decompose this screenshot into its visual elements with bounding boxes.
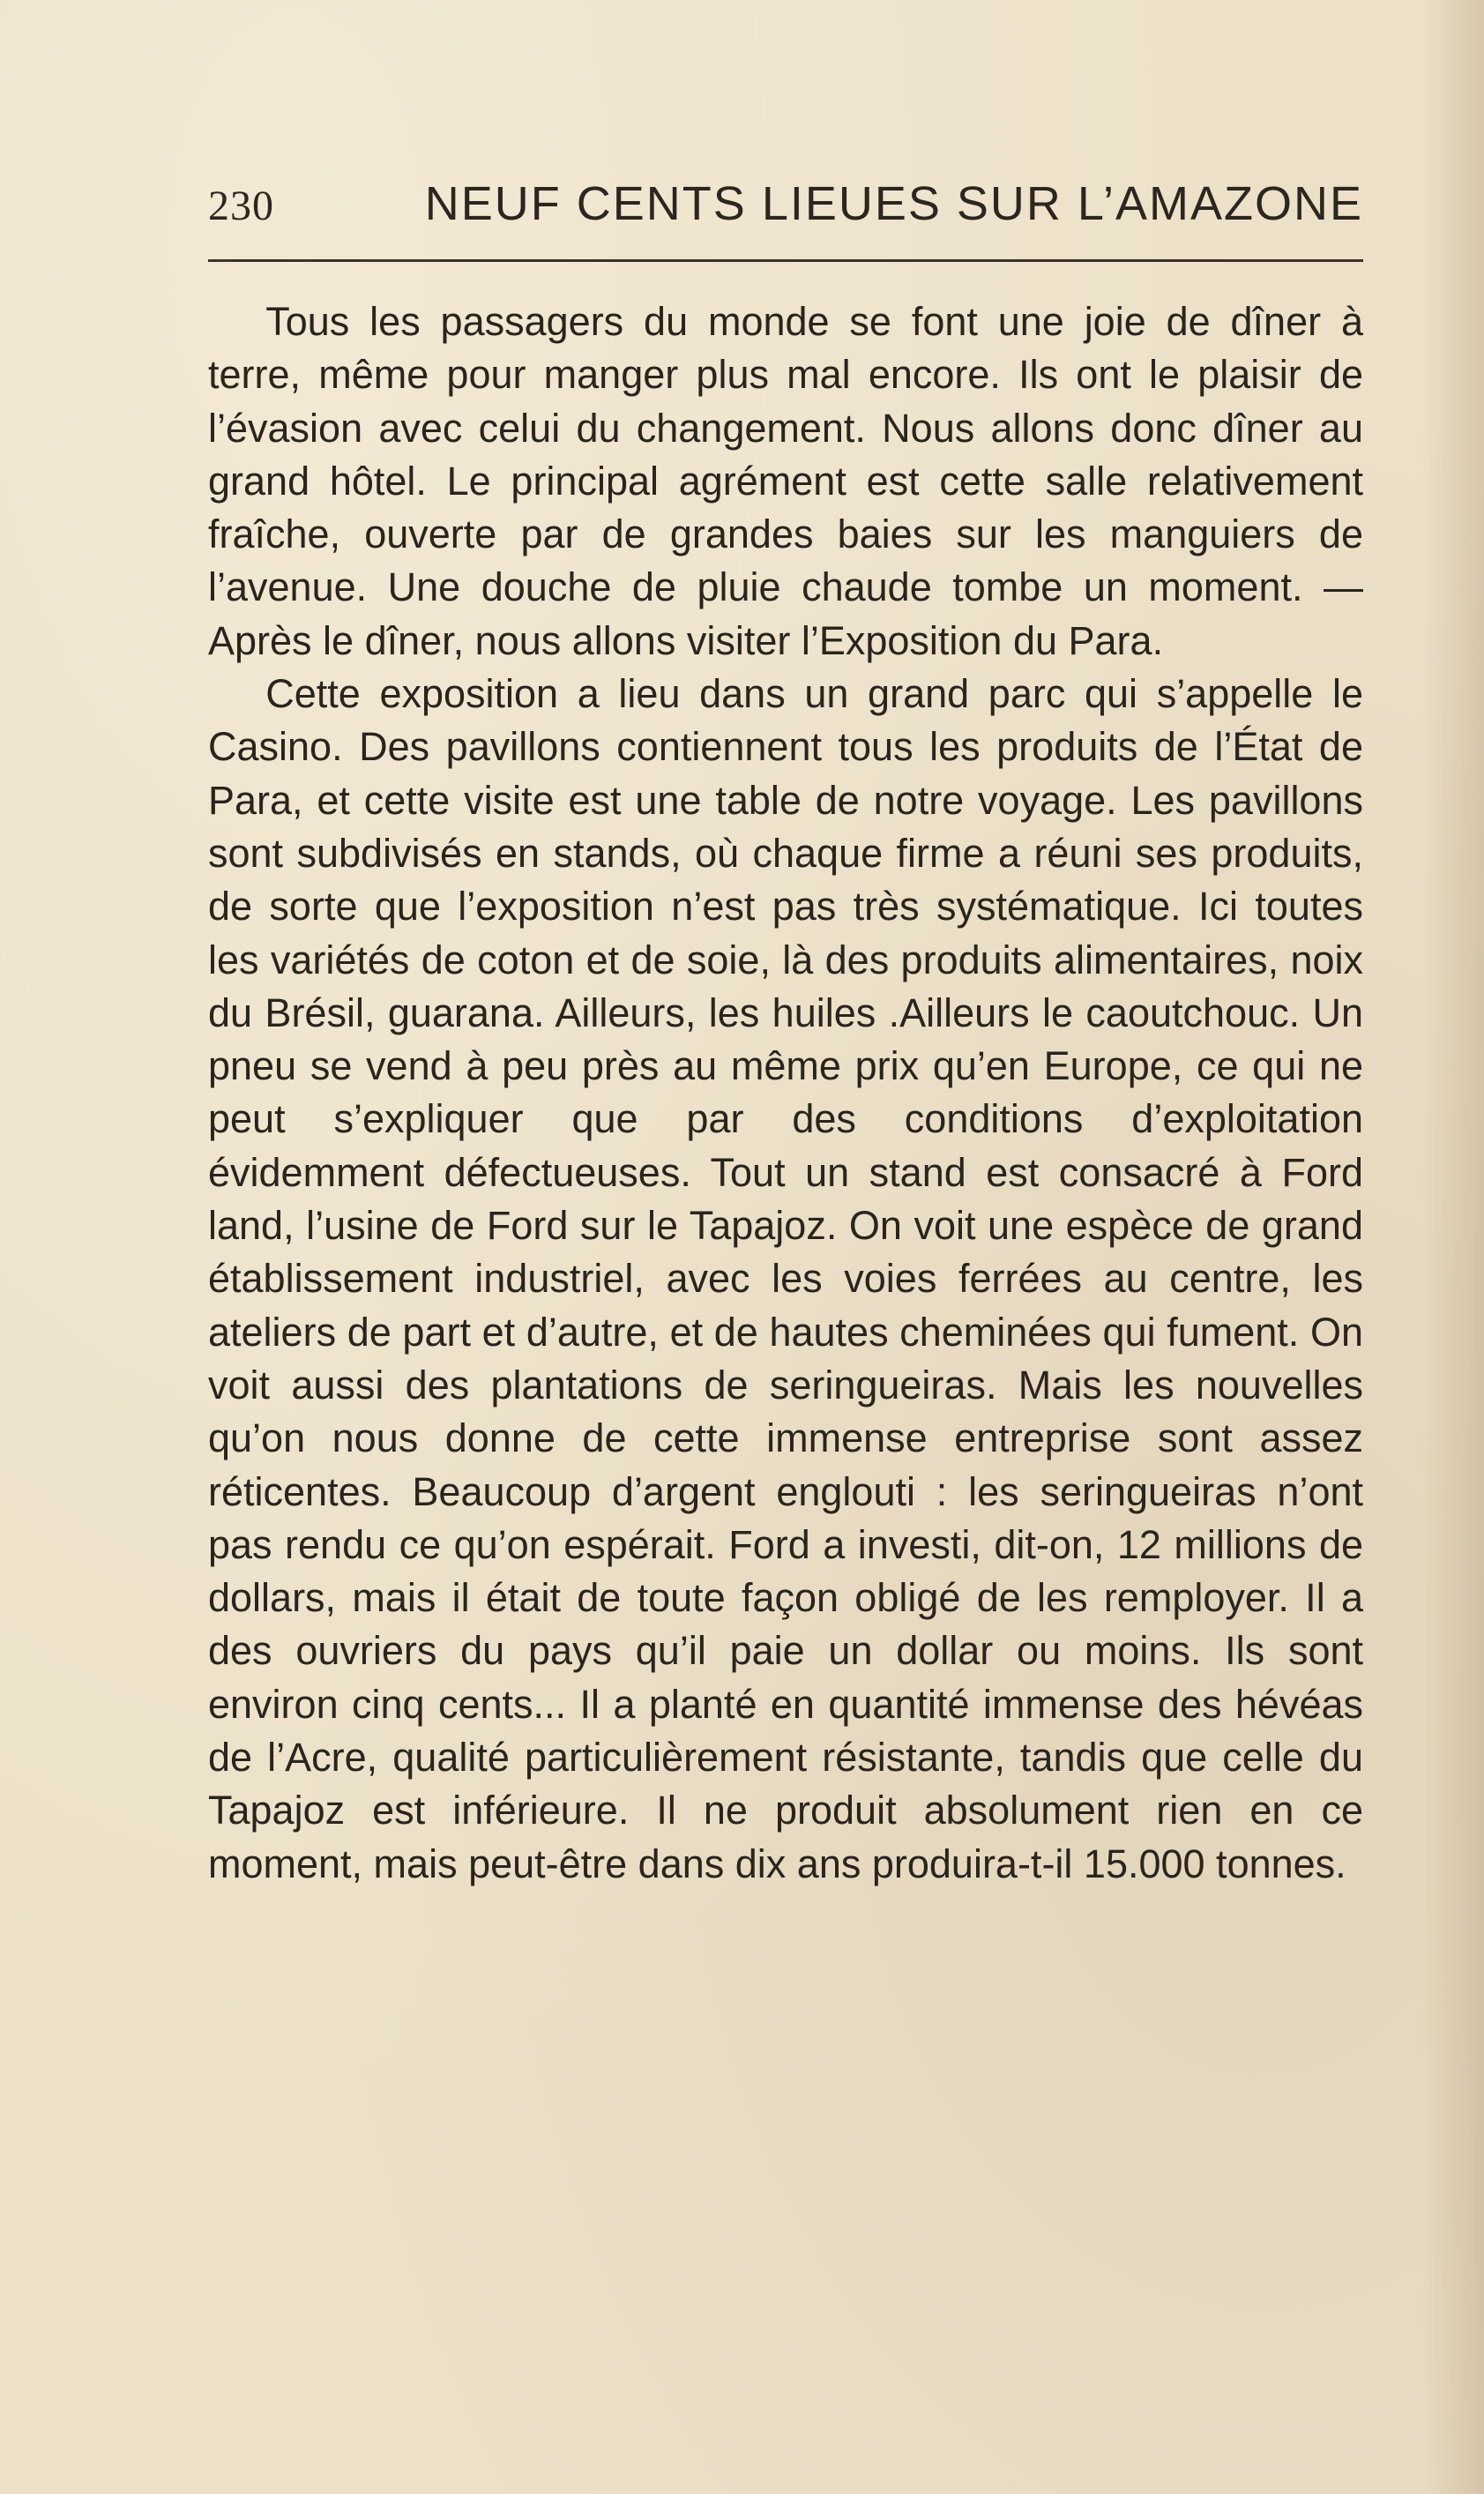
page-number: 230 (208, 183, 274, 229)
running-title: NEUF CENTS LIEUES SUR L’AMAZONE (424, 177, 1363, 230)
book-page (208, 176, 1363, 1891)
body-text (208, 295, 1363, 1891)
paragraph-2: Cette exposition a lieu dans un grand parc qui s’appelle le Casino. Des pavillons contiennent tous les produits de l’État de Para, et cette visite est une table de notre voyage. Les pavillons sont subdivisés en stands, où chaque firme a réuni ses produits, de sorte que l’exposition n’est pas très systématique. Ici toutes les variétés de coton et de soie, là des produits alimentaires, noix du Brésil, guarana. Ailleurs, les huiles .Ailleurs le caoutchouc. Un pneu se vend à peu près au même prix qu’en Europe, ce qui ne peut s’expliquer que par des conditions d’exploitation évidemment défectueuses. Tout un stand est consacré à Ford land, l’usine de Ford sur le Tapajoz. On voit une espèce de grand établissement industriel, avec les voies ferrées au centre, les ateliers de part et d’autre, et de hautes cheminées qui fument. On voit aussi des plantations de seringueiras. Mais les nouvelles qu’on nous donne de cette immense entreprise sont assez réticentes. Beaucoup d’argent englouti : les seringueiras n’ont pas rendu ce qu’on espérait. Ford a investi, dit-on, 12 millions de dollars, mais il était de toute façon obligé de les remployer. Il a des ouvriers du pays qu’il paie un dollar ou moins. Ils sont environ cinq cents... Il a planté en quantité immense des hévéas de l’Acre, qualité particulièrement résistante, tandis que celle du Tapajoz est inférieure. Il ne produit absolument rien en ce moment, mais peut-être dans dix ans produira-t-il 15.000 tonnes. (208, 671, 1363, 1886)
paragraph-1: Tous les passagers du monde se font une joie de dîner à terre, même pour manger plus mal encore. Ils ont le plaisir de l’évasion avec celui du changement. Nous allons donc dîner au grand hôtel. Le principal agrément est cette salle relativement fraîche, ouverte par de grandes baies sur les manguiers de l’avenue. Une douche de pluie chaude tombe un moment. — Après le dîner, nous allons visiter l’Exposition du Para. (208, 299, 1363, 663)
page-header (208, 176, 1363, 247)
page-edge-shadow (1422, 0, 1484, 2494)
header-rule (208, 259, 1363, 262)
